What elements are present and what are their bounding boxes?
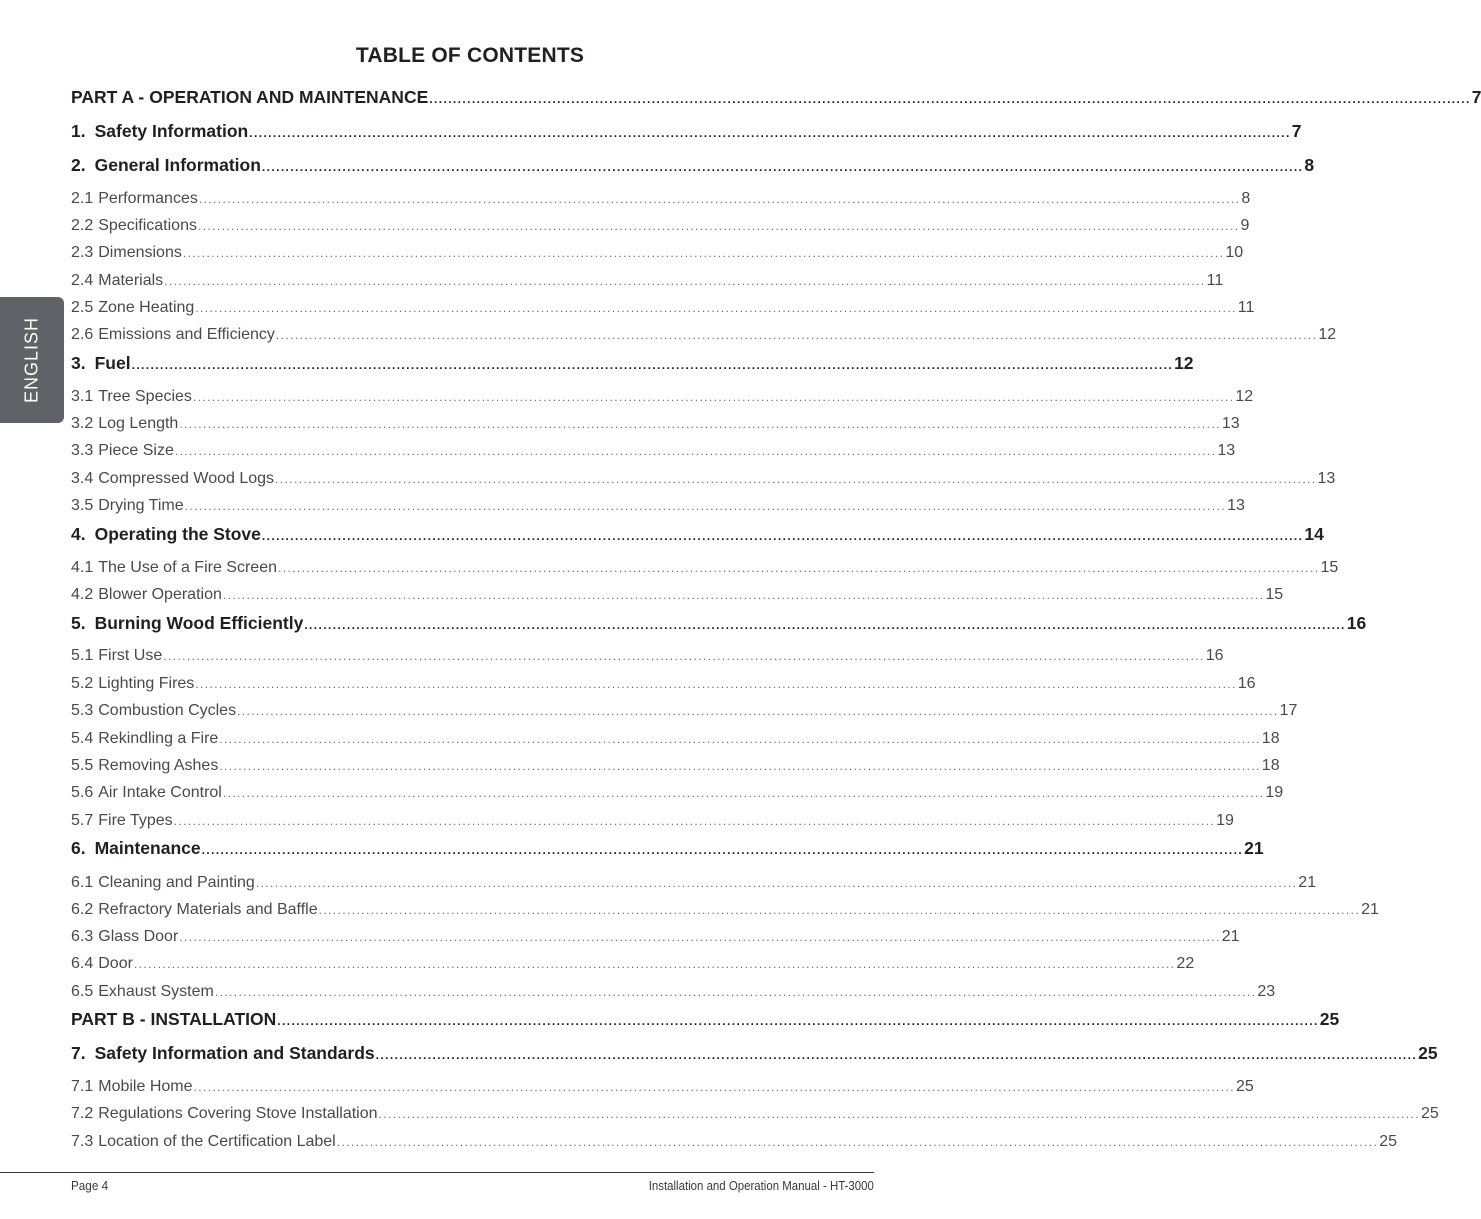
toc-entry-leader: ............................................................................................................................................................................................................................ — [197, 219, 1240, 233]
toc-entry-page: 19 — [1216, 812, 1234, 829]
toc-entry-number: 2.2 — [71, 217, 94, 234]
toc-entry[interactable] — [71, 802, 1234, 830]
toc-entry-page: 18 — [1261, 757, 1280, 774]
toc-entry-label — [71, 1043, 376, 1064]
toc-entry-page: 12 — [1174, 353, 1194, 373]
toc-entry-title: Drying Time — [98, 497, 184, 514]
toc-entry-title: Dimensions — [98, 244, 182, 261]
toc-entry[interactable] — [71, 346, 1194, 374]
toc-entry[interactable] — [71, 692, 1298, 720]
toc-entry[interactable] — [71, 665, 1256, 693]
toc-entry-page: 14 — [1304, 524, 1324, 544]
toc-entry-page: 7 — [1471, 87, 1481, 107]
toc-entry-leader: ............................................................................................................................................................................................................................ — [192, 390, 1235, 404]
toc-entry-number: 5.5 — [71, 757, 94, 774]
toc-entry-leader: ............................................................................................................................................................................................................................ — [219, 732, 1261, 746]
toc-entry-page: 17 — [1279, 702, 1298, 719]
toc-entry[interactable] — [71, 487, 1245, 515]
toc-entry-leader: ............................................................................................................................................................................................................................ — [184, 499, 1227, 513]
toc-entry[interactable] — [71, 1123, 1398, 1151]
toc-entry-number: 6.1 — [71, 874, 94, 891]
toc-entry-page: 12 — [1318, 326, 1337, 343]
toc-entry-page: 25 — [1418, 1043, 1438, 1063]
toc-entry-title: OPERATION AND MAINTENANCE — [149, 87, 429, 107]
toc-entry-number: 7.3 — [71, 1133, 94, 1150]
toc-entry-title: Regulations Covering Stove Installation — [98, 1105, 378, 1122]
toc-entry-page: 11 — [1237, 299, 1255, 316]
toc-entry-page: 16 — [1237, 675, 1256, 692]
toc-entry-page: 16 — [1205, 647, 1224, 664]
toc-entry[interactable] — [71, 80, 1481, 108]
toc-entry-label — [71, 326, 276, 344]
toc-entry-label — [71, 272, 164, 290]
toc-entry-number: 4.1 — [71, 559, 94, 576]
toc-entry-page: 8 — [1304, 155, 1315, 175]
toc-entry-page: 13 — [1317, 470, 1336, 487]
toc-entry-number: 4. — [71, 524, 86, 544]
toc-entry[interactable] — [71, 1036, 1438, 1064]
toc-entry-number: 5.3 — [71, 702, 94, 719]
toc-entry-title: Piece Size — [98, 442, 174, 459]
toc-entry-leader: ............................................................................................................................................................................................................................ — [133, 957, 1176, 971]
toc-entry-leader: ............................................................................................................................................................................................................................ — [336, 1135, 1379, 1149]
toc-entry-title: Fire Types — [98, 812, 173, 829]
toc-entry-number: 6. — [71, 838, 86, 858]
toc-entry-number: 2.5 — [71, 299, 94, 316]
toc-entry-page: 25 — [1319, 1009, 1340, 1029]
toc-entry-leader: ............................................................................................................................................................................................................................ — [222, 786, 1265, 800]
toc-entry-leader: ............................................................................................................................................................................................................................ — [277, 1014, 1319, 1028]
toc-entry[interactable] — [71, 973, 1276, 1001]
toc-entry-number: 5.6 — [71, 784, 94, 801]
toc-entry-title: Location of the Certification Label — [98, 1133, 336, 1150]
toc-entry-leader: ............................................................................................................................................................................................................................ — [278, 561, 1320, 575]
toc-entry-label — [71, 983, 215, 1001]
toc-entry-label — [71, 586, 223, 604]
toc-entry[interactable] — [71, 262, 1224, 290]
toc-entry-title: Refractory Materials and Baffle — [98, 901, 318, 918]
toc-entry-number: 2.4 — [71, 272, 94, 289]
toc-entry-leader: ............................................................................................................................................................................................................................ — [255, 876, 1298, 890]
toc-entry-number: 1. — [71, 121, 86, 141]
toc-entry-label — [71, 812, 174, 830]
toc-entry-title: Combustion Cycles — [98, 702, 237, 719]
toc-entry-title: Air Intake Control — [98, 784, 222, 801]
toc-entry-page: 21 — [1298, 874, 1317, 891]
toc-entry-label — [71, 675, 195, 693]
toc-entry-label — [71, 1133, 337, 1151]
toc-entry-title: Emissions and Efficiency — [98, 326, 275, 343]
toc-entry[interactable] — [71, 316, 1337, 344]
toc-entry-label — [71, 155, 262, 176]
toc-entry-label — [71, 784, 223, 802]
toc-entry-label — [71, 613, 304, 634]
toc-entry-title: Blower Operation — [98, 586, 222, 603]
toc-entry-page: 23 — [1257, 983, 1276, 1000]
toc-entry[interactable] — [71, 1068, 1254, 1096]
toc-entry-leader: ............................................................................................................................................................................................................................ — [195, 301, 1237, 315]
toc-entry-label — [71, 87, 429, 108]
toc-entry-number: 5.1 — [71, 647, 94, 664]
toc-entry-leader: ............................................................................................................................................................................................................................ — [304, 618, 1346, 632]
toc-entry-number: 7. — [71, 1043, 86, 1063]
toc-entry[interactable] — [71, 774, 1284, 802]
toc-entry[interactable] — [71, 945, 1195, 973]
language-tab — [0, 297, 64, 423]
toc-entry-label — [71, 415, 179, 433]
toc-entry-title: Specifications — [98, 217, 197, 234]
toc-entry[interactable] — [71, 148, 1315, 176]
toc-entry-label — [71, 1078, 194, 1096]
toc-entry-leader: ............................................................................................................................................................................................................................ — [318, 903, 1361, 917]
toc-entry-label — [71, 702, 237, 720]
toc-entry-leader: ............................................................................................................................................................................................................................ — [174, 444, 1217, 458]
toc-entry[interactable] — [71, 831, 1264, 859]
toc-entry-page: 9 — [1240, 217, 1250, 234]
toc-entry-leader: ............................................................................................................................................................................................................................ — [375, 1048, 1418, 1062]
toc-entry-title: Maintenance — [94, 838, 201, 858]
toc-entry[interactable] — [71, 234, 1244, 262]
toc-entry-title: Operating the Stove — [94, 524, 261, 544]
toc-entry-label — [71, 244, 183, 262]
toc-entry-label — [71, 901, 319, 919]
page-number: Page 4 — [71, 1178, 109, 1193]
toc-entry[interactable] — [71, 637, 1224, 665]
toc-entry[interactable] — [71, 720, 1280, 748]
toc-entry-label — [71, 442, 175, 460]
toc-entry-title: Rekindling a Fire — [98, 730, 219, 747]
toc-entry[interactable] — [71, 918, 1240, 946]
toc-entry[interactable] — [71, 378, 1254, 406]
toc-entry[interactable] — [71, 549, 1339, 577]
toc-entry[interactable] — [71, 432, 1236, 460]
toc-entry-label — [71, 838, 202, 859]
toc-entry-label — [71, 874, 256, 892]
toc-entry-title: Performances — [98, 190, 198, 207]
toc-entry-page: 22 — [1176, 955, 1195, 972]
toc-entry-title: Lighting Fires — [98, 675, 195, 692]
toc-entry-leader: ............................................................................................................................................................................................................................ — [201, 843, 1244, 857]
toc-entry-leader: ............................................................................................................................................................................................................................ — [429, 92, 1471, 106]
toc-entry-number: PART B - — [71, 1009, 146, 1029]
toc-entry-label — [71, 470, 275, 488]
toc-entry-number: 2. — [71, 155, 86, 175]
toc-entry-leader: ............................................................................................................................................................................................................................ — [193, 1080, 1235, 1094]
toc-entry[interactable] — [71, 114, 1302, 142]
toc-entry-leader: ............................................................................................................................................................................................................................ — [261, 529, 1304, 543]
toc-entry-leader: ............................................................................................................................................................................................................................ — [182, 246, 1225, 260]
toc-entry-label — [71, 928, 179, 946]
toc-entry-title: Cleaning and Painting — [98, 874, 255, 891]
toc-entry[interactable] — [71, 180, 1251, 208]
toc-entry-label — [71, 1105, 379, 1123]
toc-entry-number: 7.2 — [71, 1105, 94, 1122]
toc-entry-title: Safety Information and Standards — [94, 1043, 375, 1063]
toc-entry-title: General Information — [94, 155, 261, 175]
toc-entry-page: 18 — [1261, 730, 1280, 747]
toc-entry-page: 25 — [1236, 1078, 1254, 1095]
toc-entry-label — [71, 388, 193, 406]
toc-entry-page: 15 — [1265, 586, 1284, 603]
toc-entry-page: 13 — [1227, 497, 1245, 514]
toc-entry-page: 25 — [1379, 1133, 1398, 1150]
toc-entry-leader: ............................................................................................................................................................................................................................ — [163, 649, 1205, 663]
toc-entry-leader: ............................................................................................................................................................................................................................ — [195, 677, 1237, 691]
toc-entry-title: Safety Information — [94, 121, 249, 141]
toc-entry-number: 3. — [71, 353, 86, 373]
toc-entry-leader: ............................................................................................................................................................................................................................ — [237, 704, 1279, 718]
toc-entry-page: 7 — [1291, 121, 1302, 141]
toc-entry-number: 2.6 — [71, 326, 94, 343]
toc-entry-leader: ............................................................................................................................................................................................................................ — [173, 814, 1216, 828]
toc-entry-leader: ............................................................................................................................................................................................................................ — [214, 985, 1257, 999]
toc-entry-number: 6.2 — [71, 901, 94, 918]
toc-entry-leader: ............................................................................................................................................................................................................................ — [249, 126, 1291, 140]
toc-entry-label — [71, 955, 134, 973]
toc-entry-page: 19 — [1265, 784, 1284, 801]
toc-entry-title: Materials — [98, 272, 164, 289]
toc-entry-title: Door — [98, 955, 133, 972]
toc-entry-title: Zone Heating — [98, 299, 195, 316]
toc-entry-leader: ............................................................................................................................................................................................................................ — [275, 328, 1318, 342]
toc-entry-number: 5. — [71, 613, 86, 633]
toc-entry-leader: ............................................................................................................................................................................................................................ — [378, 1107, 1421, 1121]
toc-entry-title: Log Length — [98, 415, 179, 432]
toc-entry[interactable] — [71, 1095, 1439, 1123]
toc-entry-leader: ............................................................................................................................................................................................................................ — [261, 160, 1304, 174]
toc-entry-leader: ............................................................................................................................................................................................................................ — [164, 274, 1206, 288]
toc-entry-page: 15 — [1320, 559, 1339, 576]
toc-entry-page: 21 — [1244, 838, 1264, 858]
toc-entry-page: 11 — [1206, 272, 1224, 289]
toc-entry-title: Mobile Home — [98, 1078, 193, 1095]
toc-entry-page: 25 — [1421, 1105, 1439, 1122]
page-title: TABLE OF CONTENTS — [355, 44, 585, 67]
toc-entry-number: 5.2 — [71, 675, 94, 692]
toc-entry-leader: ............................................................................................................................................................................................................................ — [131, 358, 1174, 372]
toc-entry-number: 4.2 — [71, 586, 94, 603]
toc-entry-number: 2.3 — [71, 244, 94, 261]
toc-entry[interactable] — [71, 747, 1280, 775]
toc-entry-number: 3.5 — [71, 497, 94, 514]
toc-entry-leader: ............................................................................................................................................................................................................................ — [179, 417, 1221, 431]
toc-entry-title: Removing Ashes — [98, 757, 219, 774]
toc-entry-number: 3.4 — [71, 470, 94, 487]
toc-entry[interactable] — [71, 891, 1379, 919]
language-tab-label: ENGLISH — [21, 316, 42, 404]
toc-entry-page: 21 — [1221, 928, 1240, 945]
toc-entry-number: 2.1 — [71, 190, 94, 207]
toc-entry-page: 8 — [1241, 190, 1251, 207]
toc-entry-title: Compressed Wood Logs — [98, 470, 275, 487]
toc-entry-number: PART A - — [71, 87, 145, 107]
toc-entry-number: 6.5 — [71, 983, 94, 1000]
toc-entry-leader: ............................................................................................................................................................................................................................ — [198, 192, 1241, 206]
toc-entry-leader: ............................................................................................................................................................................................................................ — [219, 759, 1261, 773]
toc-entry-page: 13 — [1221, 415, 1240, 432]
toc-entry-number: 3.2 — [71, 415, 94, 432]
toc-entry-label — [71, 217, 198, 235]
toc-entry[interactable] — [71, 207, 1250, 235]
toc-entry-leader: ............................................................................................................................................................................................................................ — [179, 930, 1221, 944]
toc-entry-number: 5.7 — [71, 812, 94, 829]
toc-entry-label — [71, 757, 219, 775]
toc-entry[interactable] — [71, 606, 1367, 634]
toc-entry[interactable] — [71, 517, 1324, 545]
toc-entry-label — [71, 647, 163, 665]
toc-entry-title: INSTALLATION — [150, 1009, 277, 1029]
toc-entry-number: 5.4 — [71, 730, 94, 747]
toc-entry-page: 21 — [1361, 901, 1379, 918]
toc-entry-title: Tree Species — [98, 388, 192, 405]
footer-divider — [0, 1172, 874, 1173]
toc-entry-number: 3.3 — [71, 442, 94, 459]
toc-entry-title: Glass Door — [98, 928, 179, 945]
toc-entry-page: 16 — [1346, 613, 1367, 633]
toc-entry[interactable] — [71, 405, 1240, 433]
toc-entry-page: 10 — [1225, 244, 1244, 261]
toc-entry[interactable] — [71, 576, 1284, 604]
toc-entry-page: 13 — [1217, 442, 1236, 459]
toc-entry-label — [71, 121, 249, 142]
toc-entry-label — [71, 730, 219, 748]
toc-entry[interactable] — [71, 864, 1317, 892]
toc-entry-number: 7.1 — [71, 1078, 94, 1095]
document-title: Installation and Operation Manual - HT-3000 — [648, 1178, 874, 1193]
toc-entry-leader: ............................................................................................................................................................................................................................ — [222, 588, 1265, 602]
toc-entry[interactable] — [71, 289, 1255, 317]
toc-entry-leader: ............................................................................................................................................................................................................................ — [275, 472, 1317, 486]
toc-entry-title: First Use — [98, 647, 163, 664]
toc-entry-label — [71, 524, 262, 545]
toc-entry-number: 3.1 — [71, 388, 94, 405]
toc-entry-label — [71, 497, 185, 515]
toc-entry-label — [71, 190, 199, 208]
toc-entry-title: Burning Wood Efficiently — [94, 613, 304, 633]
toc-entry[interactable] — [71, 460, 1336, 488]
toc-entry-title: The Use of a Fire Screen — [98, 559, 277, 576]
toc-entry-label — [71, 299, 195, 317]
toc-entry-page: 12 — [1235, 388, 1254, 405]
toc-entry-title: Exhaust System — [98, 983, 214, 1000]
toc-entry-label — [71, 559, 278, 577]
toc-entry-number: 6.3 — [71, 928, 94, 945]
toc-entry-title: Fuel — [94, 353, 131, 373]
toc-entry-label — [71, 353, 132, 374]
toc-entry[interactable] — [71, 1002, 1340, 1030]
toc-entry-number: 6.4 — [71, 955, 94, 972]
toc-entry-label — [71, 1009, 277, 1030]
